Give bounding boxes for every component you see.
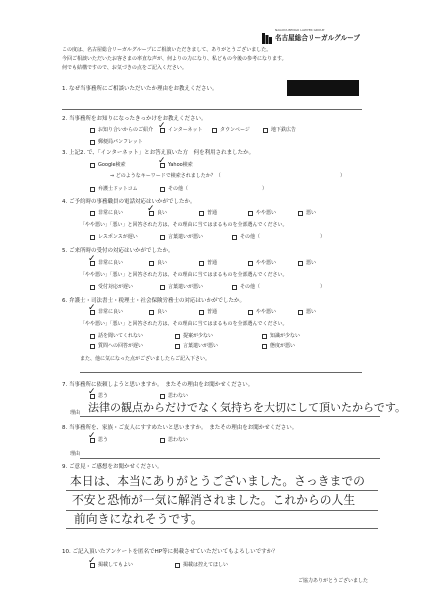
checkmark-icon: ✓ (158, 121, 166, 131)
q2-option-internet: インターネット (168, 127, 203, 133)
q6-extra-text: また、他に気になった点がございましたらご記入下さい。 (80, 356, 211, 362)
q7-option-no: 思わない (168, 393, 189, 399)
q6-reason-checkbox-1[interactable] (90, 334, 95, 339)
q4-reason-checkbox-3[interactable] (232, 235, 237, 240)
q4-reason-1: レスポンスが遅い (98, 234, 138, 240)
q2-checkbox-subway[interactable] (263, 128, 268, 133)
checkmark-icon: ✓ (88, 254, 96, 264)
q7-handwritten-reason: 法律の観点からだけでなく気持ちを大切にして頂いたからです。 (88, 401, 407, 414)
checkmark-icon: ✓ (88, 387, 96, 397)
q6-option-very-good: 非常に良い (98, 309, 124, 315)
q8-option-yes: 思う (98, 437, 109, 443)
q9-handwritten-line-3: 前向きになれそうです。 (74, 512, 203, 526)
q6-option-somewhat-bad: やや悪い (256, 309, 277, 315)
q5-option-very-good: 非常に良い (98, 260, 124, 266)
logo-mark-icon (262, 31, 272, 45)
q3-checkbox-bengo[interactable] (90, 187, 95, 192)
q9-text: 9. ご意見・ご感想をお聞かせください。 (62, 464, 163, 470)
q5-checkbox-somewhat-bad[interactable] (248, 261, 253, 266)
q5-reason-2: 言葉遣いが悪い (168, 284, 204, 290)
brand-name: 名古屋総合リーガルグループ (275, 34, 360, 42)
q4-option-normal: 普通 (207, 210, 218, 216)
q3-option-other: その他（ (168, 186, 189, 192)
q4-reason-3: その他（ (240, 234, 261, 240)
q10-text: 10. ご記入頂いたアンケートを匿名でHP等に掲載させていただいてもよろしいですか？ (62, 549, 278, 555)
q6-reason-checkbox-2[interactable] (175, 334, 180, 339)
q7-answer-line (80, 416, 380, 417)
q6-follow-text: 「やや悪い」「悪い」と回答された方は、その理由に当てはまるものを全部選んでください。 (80, 321, 288, 327)
q6-reason-2: 提案が少ない (183, 333, 214, 339)
q5-option-good: 良い (157, 260, 168, 266)
q3-checkbox-other[interactable] (160, 187, 165, 192)
q5-text: 5. ご来所時の受付の対応はいかがでしたか。 (62, 248, 174, 254)
q9-line-1 (66, 490, 378, 491)
q2-checkbox-referral[interactable] (90, 128, 95, 133)
checkmark-icon: ✓ (88, 303, 96, 313)
intro-line-2: 今回ご相談いただいたお客さまの率直な声が、何よりの力になり、私どもの今後の参考になります。 (62, 56, 287, 62)
q10-option-decline: 掲載は控えてほしい (183, 562, 229, 568)
q7-text: 7. 当事務所に依頼しようと思いますか。 またその理由をお聞かせください。 (62, 382, 254, 388)
q3-checkbox-google[interactable] (90, 163, 95, 168)
q8-reason-label: 理由 (70, 451, 81, 457)
q3-option-google: Google検索 (98, 162, 126, 168)
q4-checkbox-very-good[interactable] (90, 211, 95, 216)
q6-reason-6: 態度が悪い (270, 343, 296, 349)
q3-keyword-close: ） (340, 173, 346, 179)
q5-checkbox-good[interactable] (149, 261, 154, 266)
q1-answer-line (62, 109, 362, 110)
q4-reason-checkbox-1[interactable] (90, 235, 95, 240)
q6-reason-checkbox-3[interactable] (262, 334, 267, 339)
q5-checkbox-bad[interactable] (298, 261, 303, 266)
q6-reason-checkbox-6[interactable] (262, 344, 267, 349)
q3-text: 3. 上記2. で、「インターネット」とお答え頂いた方 何を利用されましたか。 (62, 150, 255, 156)
q8-checkbox-no[interactable] (160, 438, 165, 443)
q4-follow-text: 「やや悪い」「悪い」と回答された方は、その理由に当てはまるものを全部選んでください。 (80, 222, 288, 228)
q10-option-allow: 掲載してもよい (98, 562, 134, 568)
q4-text: 4. ご予約時の事務職員の電話対応はいかがでしたか。 (62, 199, 196, 205)
q5-reason-checkbox-3[interactable] (232, 285, 237, 290)
q8-text: 8. 当事務所を、家族・ご友人にすすめたいと思いますか。 またその理由をお聞かせください。 (62, 425, 298, 431)
q6-text: 6. 弁護士・司法書士・税理士・社会保険労務士の対応はいかがでしたか。 (62, 298, 245, 304)
q6-option-bad: 悪い (306, 309, 317, 315)
q9-handwritten-line-2: 不安と恐怖が一気に解消されました。これからの人生 (72, 493, 356, 507)
q7-reason-label: 理由 (70, 410, 81, 416)
q8-option-no: 思わない (168, 437, 189, 443)
q5-option-normal: 普通 (207, 260, 218, 266)
intro-line-1: この度は、名古屋総合リーガルグループにご相談いただきまして、ありがとうございました。 (62, 47, 272, 53)
q2-option-post: 郵便局パンフレット (98, 139, 143, 145)
q7-option-yes: 思う (98, 393, 109, 399)
q6-checkbox-good[interactable] (149, 310, 154, 315)
q6-option-normal: 普通 (207, 309, 218, 315)
q1-text: 1. なぜ当事務所にご相談いただいたか理由をお教えください。 (62, 86, 218, 92)
q5-reason-close: ） (320, 284, 326, 290)
q6-reason-checkbox-4[interactable] (90, 344, 95, 349)
q5-checkbox-normal[interactable] (199, 261, 204, 266)
q3-keyword-question: ⇒ どのようなキーワードで検索されましたか？（ (110, 173, 221, 179)
checkmark-icon: ✓ (158, 156, 166, 166)
brand-logo (262, 30, 272, 44)
q2-text: 2. 当事務所をお知りになったきっかけをお教えください。 (62, 116, 207, 122)
q6-checkbox-normal[interactable] (199, 310, 204, 315)
q3-other-close: ） (262, 186, 268, 192)
logo-subtitle: NAGOYA BENGO LAWYER GROUP (275, 28, 325, 32)
intro-line-3: 何でも結構ですので、お気づきの点をご記入ください。 (62, 65, 187, 71)
q9-line-2 (66, 510, 378, 511)
redaction-box (287, 80, 359, 96)
checkmark-icon: ✓ (88, 431, 96, 441)
q6-checkbox-bad[interactable] (298, 310, 303, 315)
q2-checkbox-townpage[interactable] (212, 128, 217, 133)
q4-option-bad: 悪い (306, 210, 317, 216)
q6-reason-checkbox-5[interactable] (175, 344, 180, 349)
q5-follow-text: 「やや悪い」「悪い」と回答された方は、その理由に当てはまるものを全部選んでください。 (80, 272, 288, 278)
q3-option-bengo: 弁護士ドットコム (98, 186, 138, 192)
q5-reason-3: その他（ (240, 284, 261, 290)
thanks-text: ご協力ありがとうございました (298, 578, 369, 584)
q6-checkbox-somewhat-bad[interactable] (248, 310, 253, 315)
q2-checkbox-post[interactable] (90, 140, 95, 145)
q5-reason-checkbox-1[interactable] (90, 285, 95, 290)
checkmark-icon: ✓ (88, 556, 96, 566)
q2-option-referral: お知り合いからのご紹介 (98, 127, 154, 133)
q5-reason-checkbox-2[interactable] (160, 285, 165, 290)
q4-checkbox-normal[interactable] (199, 211, 204, 216)
q6-reason-1: 話を聞いてくれない (98, 333, 144, 339)
q4-checkbox-bad[interactable] (298, 211, 303, 216)
q3-option-yahoo: Yahoo検索 (168, 162, 193, 168)
q4-reason-checkbox-2[interactable] (160, 235, 165, 240)
q5-option-bad: 悪い (306, 260, 317, 266)
q4-option-very-good: 非常に良い (98, 210, 124, 216)
q6-reason-5: 言葉遣いが悪い (183, 343, 219, 349)
q7-checkbox-no[interactable] (160, 394, 165, 399)
q6-option-good: 良い (157, 309, 168, 315)
q6-reason-4: 質問への回答が遅い (98, 343, 144, 349)
q5-option-somewhat-bad: やや悪い (256, 260, 277, 266)
q6-reason-3: 知識が少ない (270, 333, 301, 339)
q8-answer-line (80, 458, 380, 459)
q4-reason-close: ） (320, 234, 326, 240)
q4-reason-2: 言葉遣いが悪い (168, 234, 204, 240)
q5-reason-1: 受付対応が遅い (98, 284, 134, 290)
checkmark-icon: ✓ (147, 204, 155, 214)
q10-checkbox-decline[interactable] (175, 563, 180, 568)
q9-handwritten-line-1: 本日は、本当にありがとうございました。さっきまでの (70, 474, 365, 488)
q4-option-somewhat-bad: やや悪い (256, 210, 277, 216)
q4-checkbox-somewhat-bad[interactable] (248, 211, 253, 216)
q9-line-3 (66, 528, 378, 529)
q4-option-good: 良い (157, 210, 168, 216)
q6-answer-line (80, 372, 362, 373)
q2-option-townpage: タウンページ (220, 127, 250, 133)
q2-option-subway: 地下鉄広告 (271, 127, 297, 133)
